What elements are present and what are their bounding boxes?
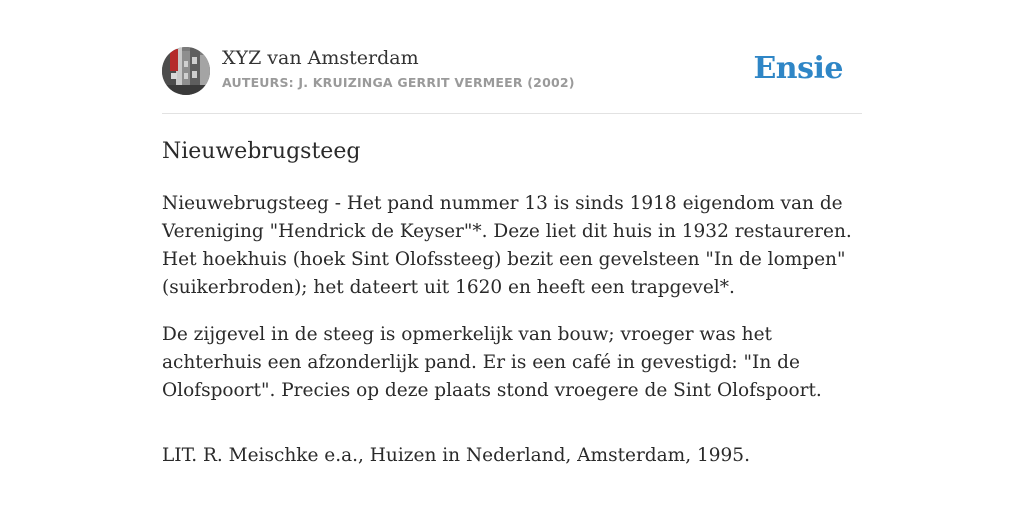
entry-body: [162, 190, 862, 489]
page-title: Nieuwebrugsteeg: [162, 139, 361, 164]
literature-reference: LIT. R. Meischke e.a., Huizen in Nederland, Amsterdam, 1995.: [162, 445, 750, 466]
book-cover-icon[interactable]: [162, 47, 210, 95]
ensie-logo[interactable]: Ensie: [753, 51, 843, 86]
paragraph-2: De zijgevel in de steeg is opmerkelijk van bouw; vroeger was het achterhuis een afzonderlijk pand. Er is een café in gevestigd: "In de Olofspoort". Precies op deze plaats stond vroegere de Sint Olofspoort.: [162, 324, 822, 401]
paragraph-1: Nieuwebrugsteeg - Het pand nummer 13 is sinds 1918 eigendom van de Vereniging "Hendrick de Keyser"*. Deze liet dit huis in 1932 restaureren. Het hoekhuis (hoek Sint Olofssteeg) bezit een gevelsteen "In de lompen" (suikerbroden); het dateert uit 1620 en heeft een trapgevel*.: [162, 193, 852, 298]
source-header: [162, 46, 862, 114]
book-cover-image: [162, 47, 210, 95]
entry-card: [162, 46, 862, 466]
source-title[interactable]: XYZ van Amsterdam: [222, 47, 419, 69]
authors-label: AUTEURS: J. KRUIZINGA GERRIT VERMEER (2002): [222, 75, 575, 90]
